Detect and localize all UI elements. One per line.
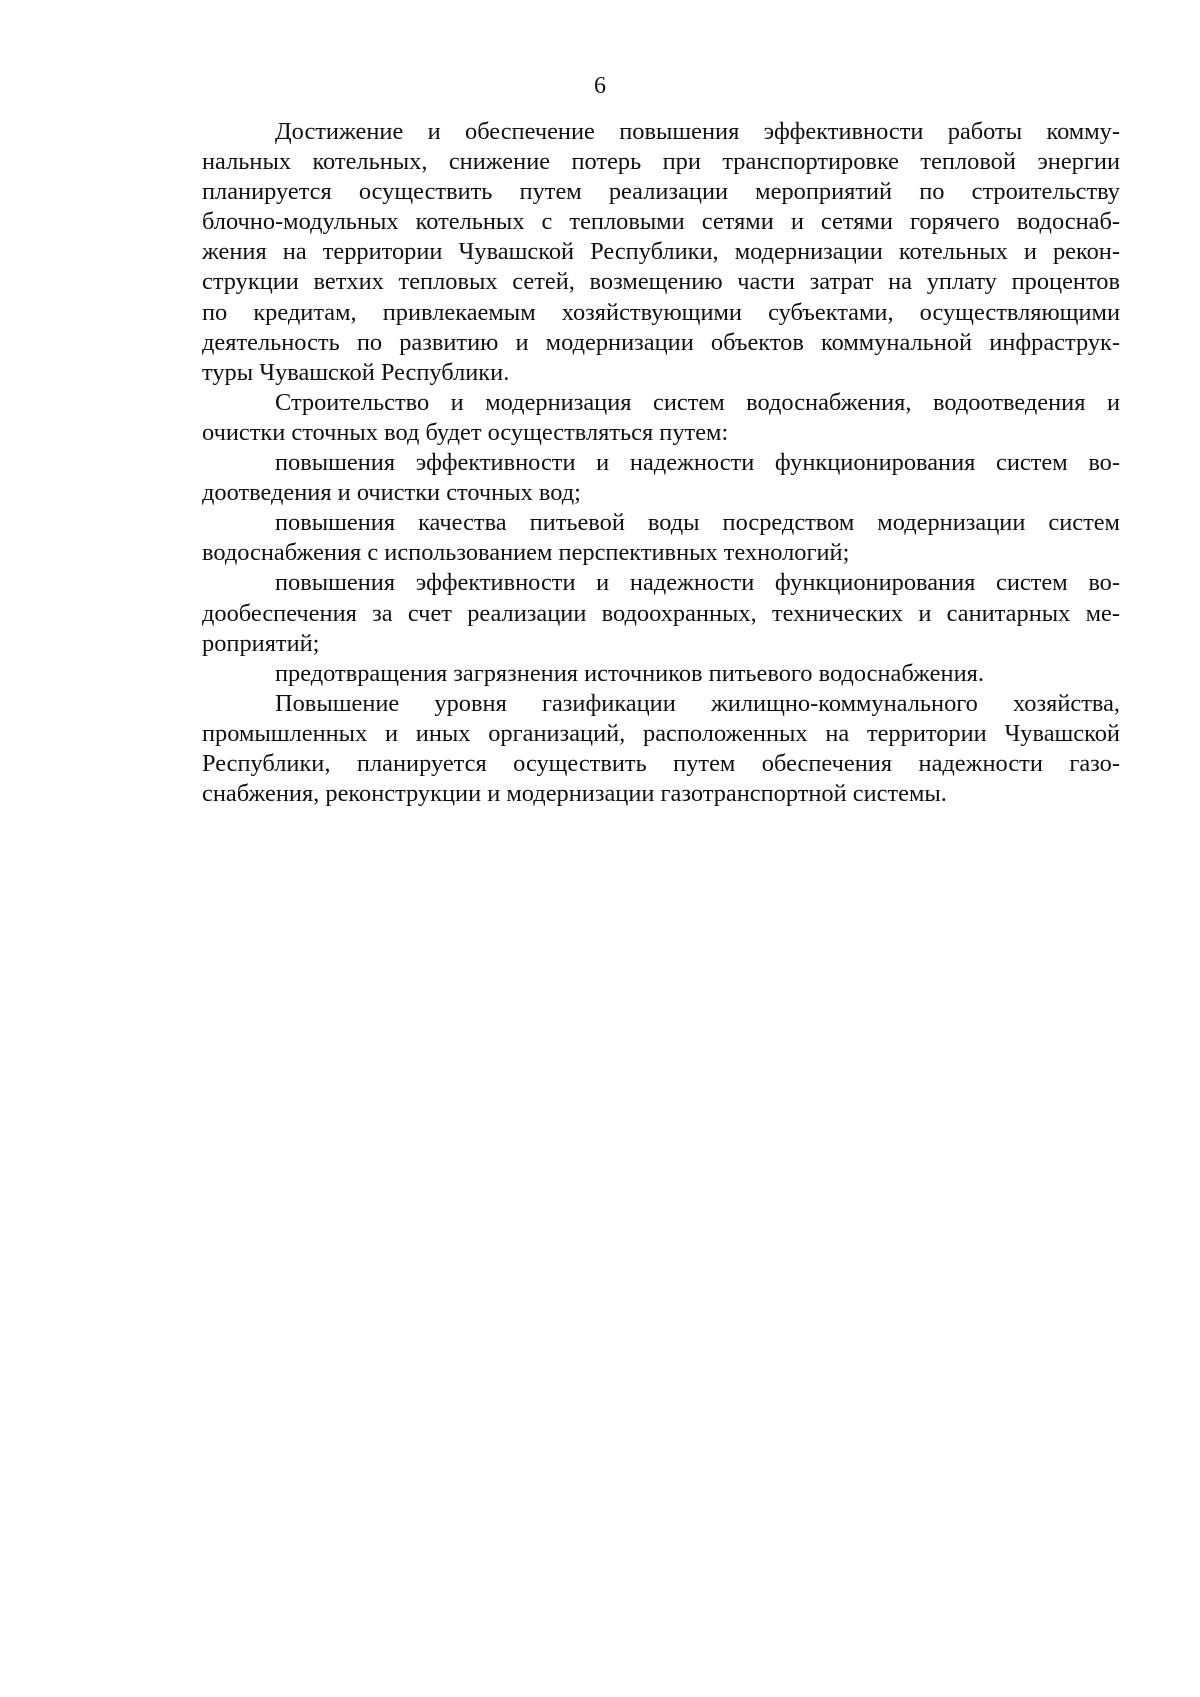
text-line: водоснабжения с использованием перспективных технологий; — [202, 539, 850, 567]
paragraph — [202, 508, 1120, 568]
text-line: предотвращения загрязнения источников питьевого водоснабжения. — [275, 659, 984, 687]
text-line: планируется осуществить путем реализации мероприятий по строительству — [202, 178, 1120, 206]
text-line: Повышение уровня газификации жилищно-коммунального хозяйства, — [275, 689, 1120, 717]
text-line: деятельность по развитию и модернизации объектов коммунальной инфраструк- — [202, 328, 1120, 356]
text-line: снабжения, реконструкции и модернизации газотранспортной системы. — [202, 780, 947, 808]
paragraph — [202, 388, 1120, 448]
paragraph — [202, 448, 1120, 508]
paragraph — [202, 117, 1120, 388]
paragraph — [202, 659, 1120, 689]
text-line: струкции ветхих тепловых сетей, возмещению части затрат на уплату процентов — [202, 268, 1120, 296]
paragraph — [202, 568, 1120, 658]
text-line: очистки сточных вод будет осуществляться путем: — [202, 418, 729, 446]
text-line: жения на территории Чувашской Республики, модернизации котельных и рекон- — [202, 238, 1120, 266]
text-line: блочно-модульных котельных с тепловыми сетями и сетями горячего водоснаб- — [202, 208, 1120, 236]
text-line: повышения качества питьевой воды посредством модернизации систем — [275, 509, 1120, 537]
text-line: нальных котельных, снижение потерь при транспортировке тепловой энергии — [202, 148, 1120, 176]
text-line: по кредитам, привлекаемым хозяйствующими субъектами, осуществляющими — [202, 298, 1120, 326]
text-line: промышленных и иных организаций, расположенных на территории Чувашской — [202, 719, 1120, 747]
text-line: Строительство и модернизация систем водоснабжения, водоотведения и — [275, 388, 1120, 416]
text-line: доотведения и очистки сточных вод; — [202, 479, 581, 507]
text-line: дообеспечения за счет реализации водоохранных, технических и санитарных ме- — [202, 599, 1120, 627]
text-line: повышения эффективности и надежности функционирования систем во- — [275, 569, 1120, 597]
text-line: Достижение и обеспечение повышения эффективности работы комму- — [275, 118, 1120, 145]
text-line: повышения эффективности и надежности функционирования систем во- — [275, 449, 1120, 477]
document-body — [202, 117, 1120, 809]
page-number: 6 — [594, 73, 606, 99]
text-line: роприятий; — [202, 629, 320, 657]
text-line: Республики, планируется осуществить путем обеспечения надежности газо- — [202, 749, 1120, 777]
text-line: туры Чувашской Республики. — [202, 358, 510, 386]
paragraph — [202, 689, 1120, 809]
